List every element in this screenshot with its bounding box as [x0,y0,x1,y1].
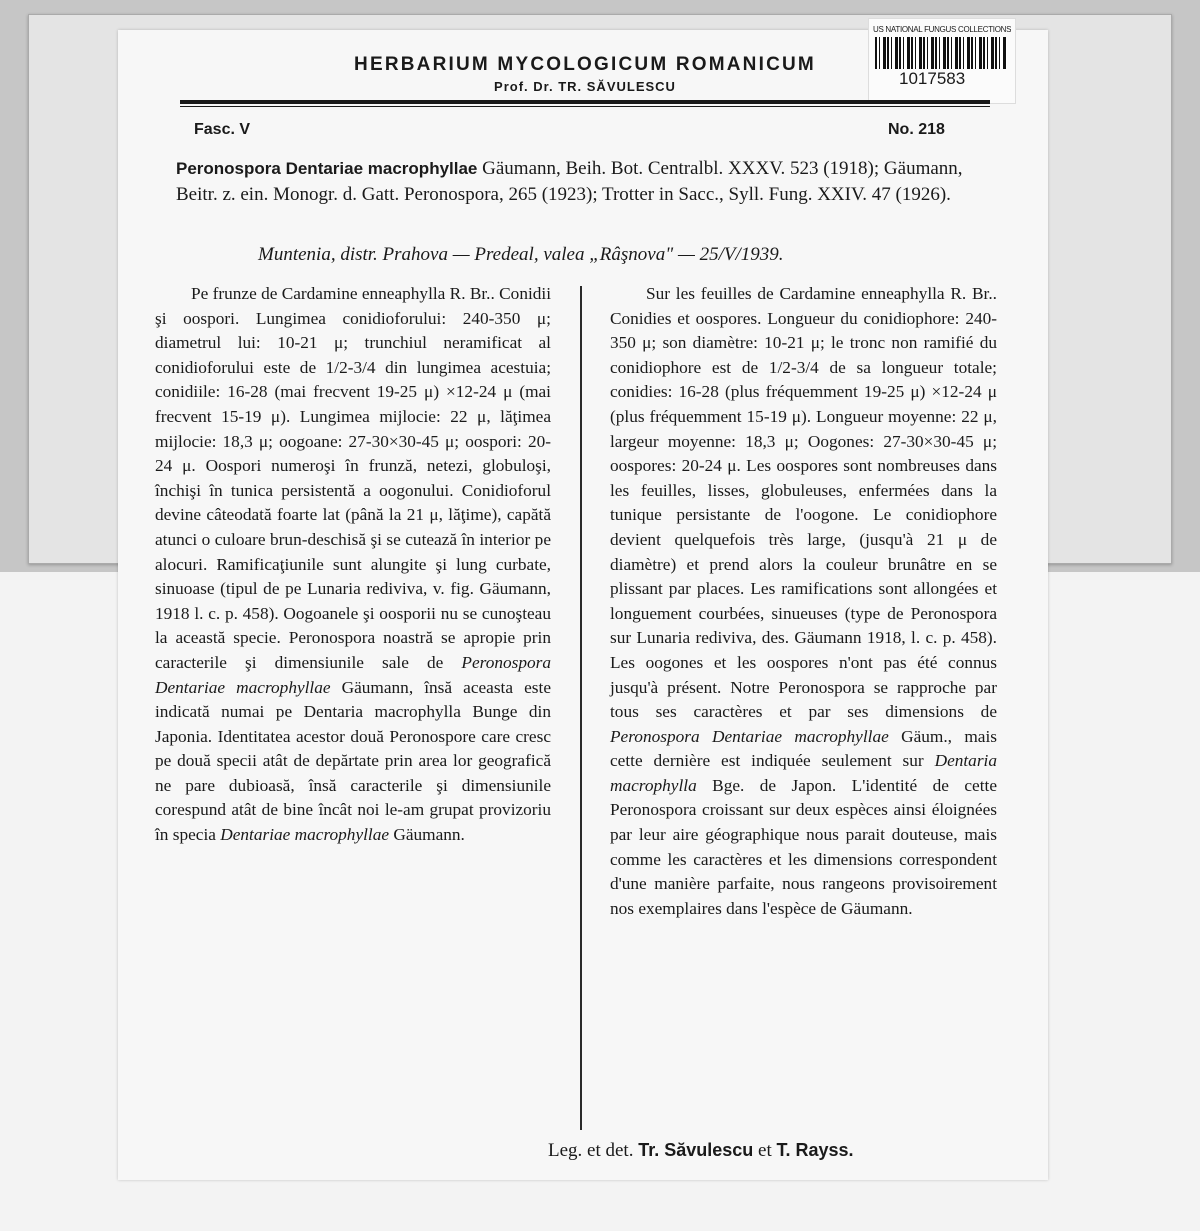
ro-text-2: Gäumann, însă aceasta este indicată numai pe Dentaria macrophylla Bunge din Japonia. Identitatea acestor două Peronospore care cresc pe două specii atât de depărtate prin area lor geografică ne pare dubioasă, însă caracterile şi dimensiunile corespund atât de bine încât noi le-am grupat provizoriu în specia [155,677,551,845]
column-divider [580,286,582,1130]
species-citation: Gäumann, Beih. Bot. Centralbl. XXXV. 523 (1918); Gäumann, Beitr. z. ein. Monogr. d. Gatt. Peronospora, 265 (1923); Trotter in Sacc., Syll. Fung. XXIV. 47 (1926). [176,158,963,205]
description-french [610,282,997,921]
collector-line [548,1140,854,1162]
description-romanian [155,282,551,848]
collector-2: T. Rayss. [776,1140,854,1160]
species-name: Peronospora Dentariae macrophyllae [176,159,478,178]
fascicle-label: Fasc. V [194,121,251,138]
fr-italic-1: Peronospora Dentariae macrophyllae [610,726,889,746]
fr-text-3: Bge. de Japon. L'identité de cette Peronospora croissant sur deux espèces ainsi éloignées par leur aire géographique nous parait douteuse, mais comme les caractères et les dimensions correspondent d'une manière parfaite, nous rangeons provisoirement nos exemplaires dans l'espèce de Gäumann. [610,775,997,918]
header-rule-thin [180,106,990,107]
collector-conj: et [758,1140,772,1161]
fr-italic-2: Dentaria macrophylla [610,751,997,795]
accession-number: 1017583 [899,69,966,88]
leg-prefix: Leg. et det. [548,1140,634,1161]
fr-text-1: Sur les feuilles de Cardamine enneaphylla R. Br.. Conidies et oospores. Longueur du conidiophore: 240-350 μ; son diamètre: 10-21 μ; le tronc non ramifié du conidiophore est de 1/2-3/4 de sa longueur totale; conidies: 16-28 (plus fréquemment 19-25 μ) ×12-24 μ (plus fréquemment 15-19 μ). Longueur moyenne: 22 μ, largeur moyenne: 18,3 μ; Oogones: 27-30×30-45 μ; oospores: 20-24 μ. Les oospores sont nombreuses dans les feuilles, lisses, globuleuses, enfermées dans la tunique persistante de l'oogone. Le conidiophore devient quelquefois très large, (jusqu'à 21 μ de diamètre) et prend alors la couleur brunâtre en se plissant par places. Les ramifications sont allongées et longuement courbées, sinueuses (type de Peronospora sur Lunaria rediviva, des. Gäumann 1918, l. c. p. 458). Les oogones et les oospores n'ont pas été connus jusqu'à présent. Notre Peronospora se rapproche par tous ses caractères et par ses dimensions de [610,284,997,722]
stamp-org: US NATIONAL FUNGUS COLLECTIONS [873,25,1011,34]
specimen-number: No. 218 [888,121,945,138]
ro-italic-2: Dentariae macrophyllae [220,825,390,845]
fr-text-2: Gäum., mais cette dernière est indiquée seulement sur [610,726,997,771]
ro-italic-1: Peronospora Dentariae macrophyllae [155,652,551,697]
species-heading [176,156,996,208]
collector-1: Tr. Săvulescu [638,1140,754,1160]
ro-text-1: Pe frunze de Cardamine enneaphylla R. Br.. Conidii şi oospori. Lungimea conidioforului: 240-350 μ; diametrul lui: 10-21 μ; trunchiul neramificat al conidioforului este de 1/2-3/4 din lungimea acestuia; conidiile: 16-28 (mai frecvent 19-25 μ) ×12-24 μ (mai frecvent 15-19 μ). Lungimea mijlocie: 22 μ, lăţimea mijlocie: 18,3 μ; oogoane: 27-30×30-45 μ; oospori: 20-24 μ. Oospori numeroşi în frunză, netezi, globuloşi, închişi în tunica persistentă a oogonului. Conidioforul devine câteodată foarte lat (până la 21 μ, lăţime), capătă atunci o culoare brun-deschisă şi se cutează în interior pe alocuri. Ramificaţiunile sunt alungite şi lung curbate, sinuoase (tipul de pe Lunaria rediviva, v. fig. Gäumann, 1918 l. c. p. 458). Oogoanele şi oosporii nu se cunoşteau la această specie. Peronospora noastră se apropie prin caracterile şi dimensiunile sale de [155,284,551,672]
collection-locality: Muntenia, distr. Prahova — Predeal, valea „Râşnova" — 25/V/1939. [258,244,784,265]
herbarium-title: HERBARIUM MYCOLOGICUM ROMANICUM [354,54,816,75]
ro-text-3: Gäumann. [389,825,465,845]
herbarium-editor: Prof. Dr. TR. SĂVULESCU [494,79,676,94]
header-rule [180,100,990,104]
